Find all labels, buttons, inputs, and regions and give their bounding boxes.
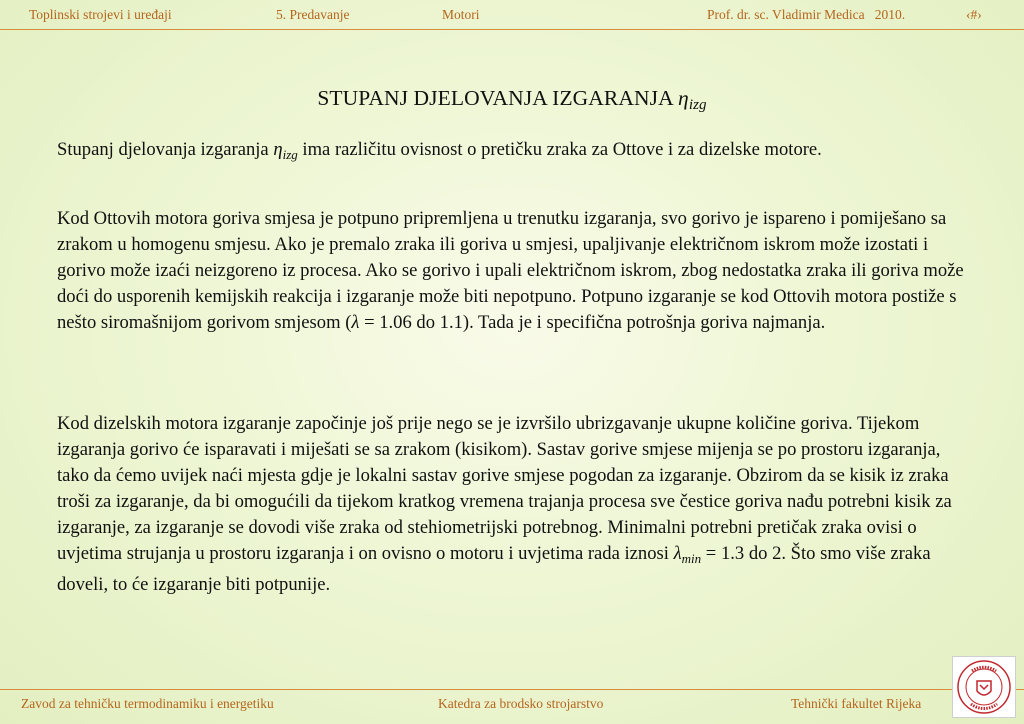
footer-institute: Zavod za tehničku termodinamiku i energetiku — [21, 696, 274, 711]
header-rule — [0, 29, 1024, 30]
footer-rule — [0, 689, 1024, 690]
p3-text-a: Kod dizelskih motora izgaranje započinje još prije nego se je izvršilo ubrizgavanje ukupne količine goriva. Tijekom izgaranja gorivo će isparavati i miješati se sa zrakom (kisikom). Sastav gorive smjese mijenja se po prostoru izgaranja, tako da ćemo uvijek naći mjesta gdje je lokalni sastav gorive smjese pogodan za izgaranje. Obzirom da se kisik iz zraka troši za izgaranje, da bi omogućili da tijekom kratkog vremena trajanja procesa sve čestice goriva nađu potrebni kisik za izgaranje, za izgaranje se dovodi više zraka od stehiometrijski potrebnog. Minimalni potrebni pretičak zraka ovisi o uvjetima strujanja u prostoru izgaranja i on ovisno o motoru i uvjetima rada iznosi — [57, 413, 952, 564]
p2-lambda-symbol: λ — [351, 312, 360, 333]
p3-lambda-symbol: λ — [673, 543, 682, 564]
slide-title-text: STUPANJ DJELOVANJA IZGARANJA — [317, 86, 673, 110]
university-seal-icon — [953, 657, 1015, 717]
title-eta-symbol: η — [678, 86, 689, 110]
p2-text-a: Kod Ottovih motora goriva smjesa je potpuno pripremljena u trenutku izgaranja, svo gorivo je ispareno i pomiješano sa zrakom u homogenu smjesu. Ako je premalo zraka ili goriva u smjesi, upaljivanje električnom iskrom može izostati i gorivo može izaći neizgoreno iz procesa. Ako se gorivo i upali električnom iskrom, zbog nedostatka zraka ili goriva može doći do usporenih kemijskih reakcija i izgaranje može biti nepotpuno. Potpuno izgaranje se kod Ottovih motora postiže s nešto siromašnijom gorivom smjesom ( — [57, 208, 964, 333]
header-topic: Motori — [442, 7, 480, 22]
footer-faculty: Tehnički fakultet Rijeka — [791, 696, 922, 711]
university-logo — [952, 656, 1016, 718]
p3-lambda-subscript: min — [681, 551, 702, 566]
header-author — [707, 7, 905, 23]
footer-department: Katedra za brodsko strojarstvo — [438, 696, 604, 711]
paragraph-1 — [57, 137, 967, 168]
p3-text-b: = 1.3 do 2. Što smo više zraka doveli, to će izgaranje biti potpunije. — [57, 543, 931, 595]
p1-eta-subscript: izg — [282, 147, 298, 162]
p2-text-b: = 1.06 do 1.1). Tada je i specifična potrošnja goriva najmanja. — [359, 312, 826, 333]
paragraph-3 — [57, 411, 967, 598]
slide-title — [0, 86, 1024, 114]
header-page-number: ‹#› — [966, 7, 982, 22]
header-year: 2010. — [874, 7, 906, 22]
header-author-name: Prof. dr. sc. Vladimir Medica — [707, 7, 865, 22]
paragraph-2 — [57, 206, 967, 336]
title-eta-subscript: izg — [688, 97, 707, 113]
header-lecture: 5. Predavanje — [276, 7, 350, 22]
header-course: Toplinski strojevi i uređaji — [29, 7, 172, 22]
p1-text-a: Stupanj djelovanja izgaranja — [57, 139, 274, 160]
p1-eta-symbol: η — [273, 139, 283, 160]
p1-text-b: ima različitu ovisnost o pretičku zraka za Ottove i za dizelske motore. — [297, 139, 822, 160]
